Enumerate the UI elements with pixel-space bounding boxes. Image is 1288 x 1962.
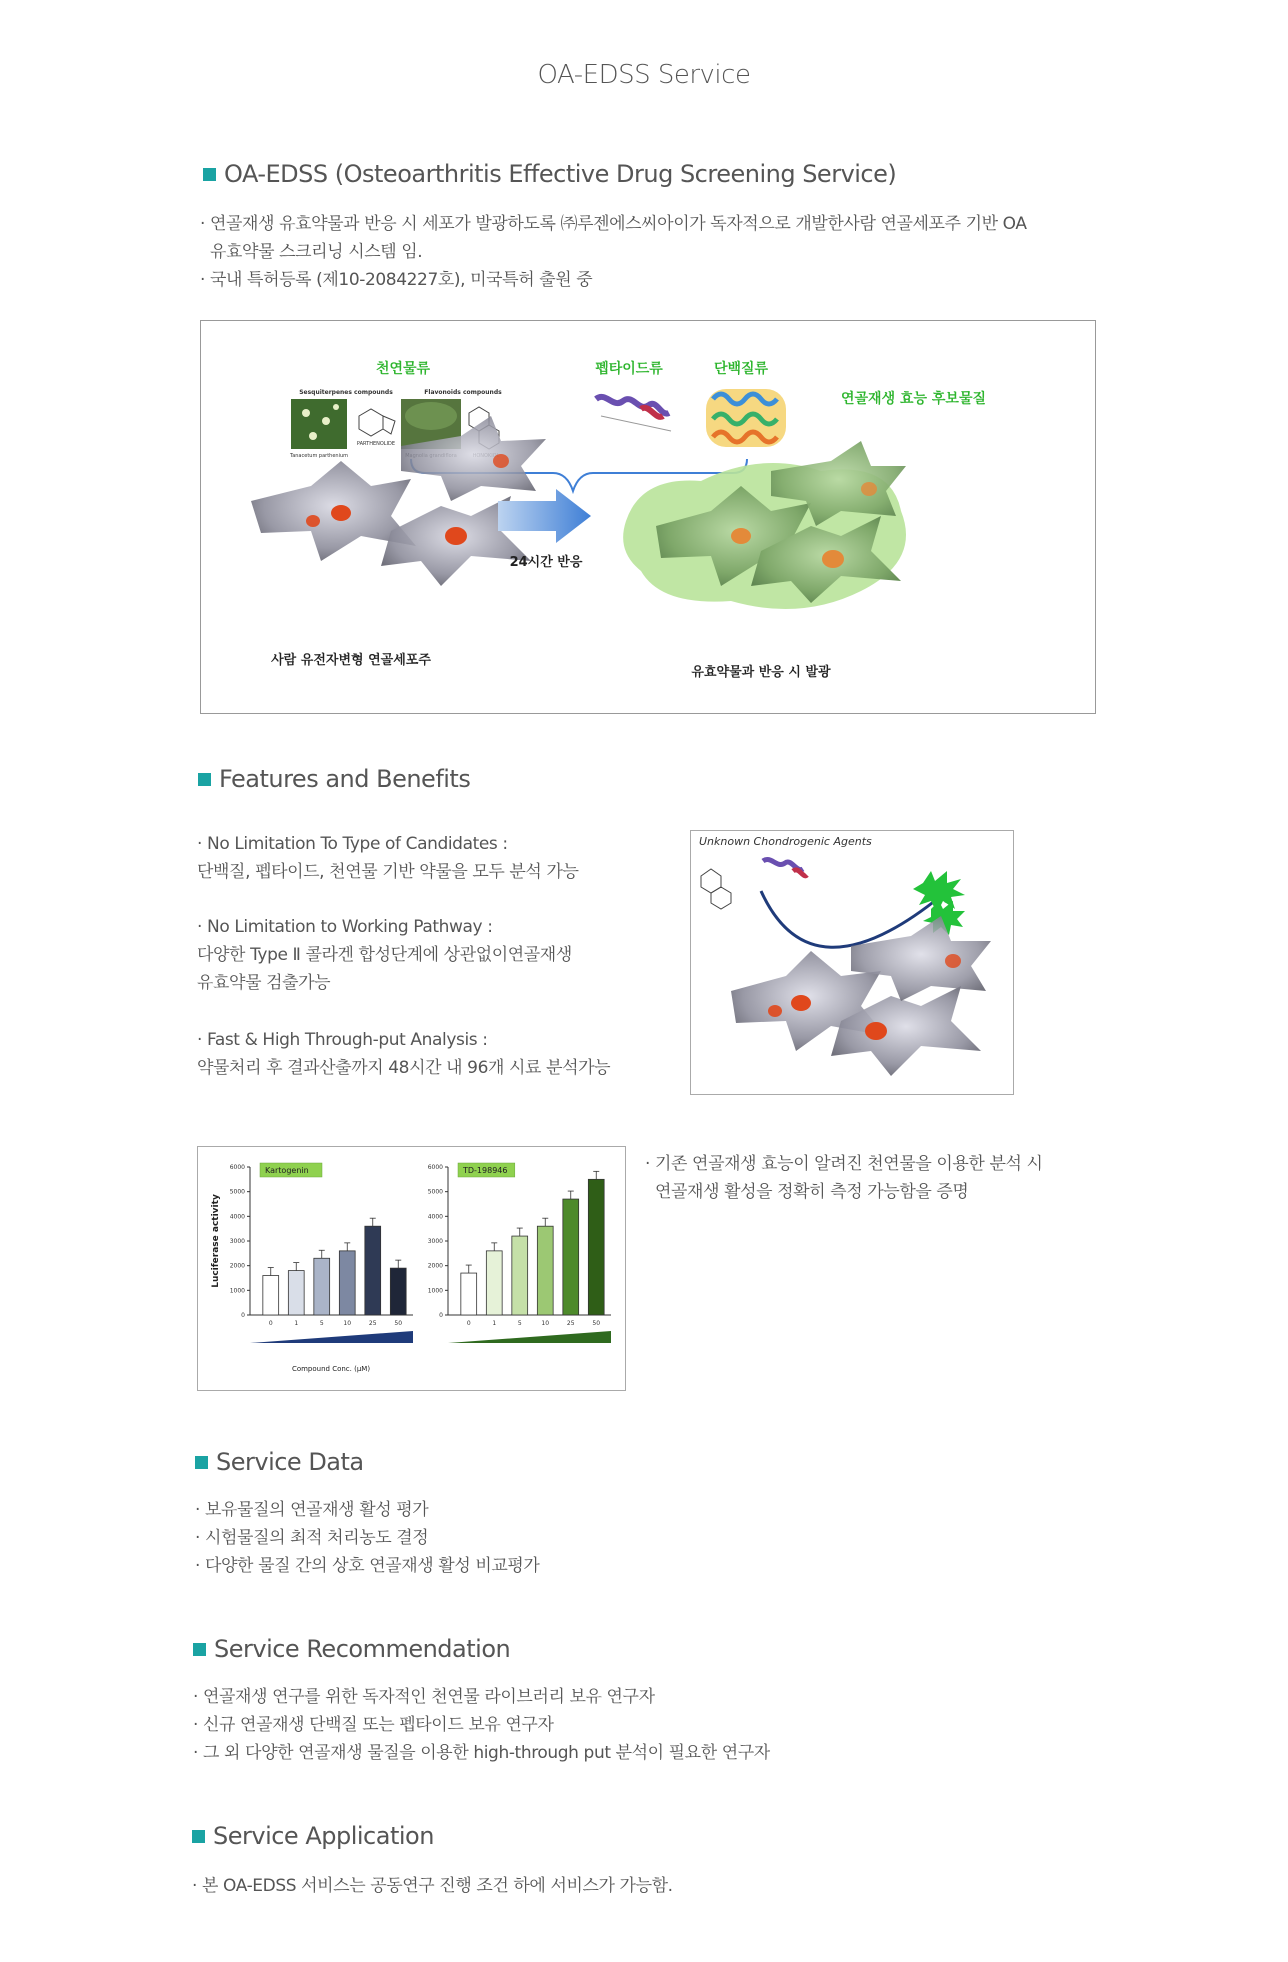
peptide-helix-icon [596,397,671,431]
y-axis-label: Luciferase activity [211,1194,221,1288]
y-tick-label: 2000 [229,1262,245,1270]
section-square-icon [195,1456,208,1469]
x-tick-label: 50 [592,1320,601,1327]
feature-item [197,1026,610,1082]
y-tick-label: 5000 [427,1188,443,1196]
bar [365,1226,381,1315]
application-heading-text: Service Application [213,1822,434,1850]
parthenolide-label: PARTHENOLIDE [356,441,396,447]
x-tick-label: 5 [319,1320,324,1327]
service-data-bullet: · 다양한 물질 간의 상호 연골재생 활성 비교평가 [195,1556,540,1576]
feature-title: · No Limitation To Type of Candidates : [197,834,508,854]
service-data-bullet: · 시험물질의 최적 처리농도 결정 [195,1528,429,1548]
features-heading [198,765,470,793]
bar [588,1179,604,1315]
flavo-label: Flavonoids compounds [424,389,502,396]
bar [288,1271,304,1315]
y-tick-label: 1000 [229,1287,245,1295]
y-tick-label: 6000 [229,1164,245,1171]
service-data-bullet: · 보유물질의 연골재생 활성 평가 [195,1500,429,1520]
intro-bullets [200,210,1027,294]
x-tick-label: 25 [368,1320,377,1327]
sesqui-label: Sesquiterpenes compounds [299,389,393,396]
recommendation-heading-text: Service Recommendation [214,1635,511,1663]
features-heading-text: Features and Benefits [219,765,471,793]
concentration-ramp [250,1331,413,1343]
section-square-icon [192,1830,205,1843]
service-data-bullets [195,1496,539,1580]
bar [563,1199,579,1315]
y-tick-label: 3000 [229,1238,245,1245]
chart-note-line: 연골재생 활성을 정확히 측정 가능함을 증명 [645,1182,969,1202]
recommendation-bullets [193,1683,770,1767]
y-tick-label: 0 [241,1312,245,1319]
y-tick-label: 3000 [427,1238,443,1245]
recommendation-bullet: · 그 외 다양한 연골재생 물질을 이용한 high-through put 분석이 필요한 연구자 [193,1743,770,1763]
x-tick-label: 1 [294,1320,299,1327]
reaction-arrow-icon [498,489,591,543]
tanacetum-label: Tanacetum parthenium [289,453,349,459]
molecule-icon [701,869,731,909]
y-tick-label: 2000 [427,1262,443,1270]
page-title: OA-EDSS Service [537,60,751,90]
bar [512,1236,528,1315]
intro-bullet: 유효약물 스크리닝 시스템 임. [200,242,423,262]
bar [263,1276,279,1315]
bar [339,1251,355,1315]
chart-title: Kartogenin [265,1166,309,1175]
candidate-label: 연골재생 효능 후보물질 [841,391,986,407]
recommendation-heading [193,1635,510,1663]
feature-desc: 단백질, 펩타이드, 천연물 기반 약물을 모두 분석 가능 [197,862,579,882]
bar [486,1251,502,1315]
glowing-cells-right [623,441,906,609]
feature-title: · Fast & High Through-put Analysis : [197,1030,488,1050]
agents-diagram-svg [691,831,1013,1094]
feature-item [197,830,579,886]
feature-item [197,913,572,997]
x-tick-label: 10 [541,1320,550,1327]
chondrocyte-cells [731,916,991,1076]
intro-heading-text: OA-EDSS (Osteoarthritis Effective Drug Screening Service) [224,160,897,188]
application-bullet: · 본 OA-EDSS 서비스는 공동연구 진행 조건 하에 서비스가 가능함. [192,1876,673,1896]
x-tick-label: 0 [268,1320,273,1327]
x-axis-label: Compound Conc. (μM) [291,1365,371,1373]
y-tick-label: 4000 [427,1213,443,1221]
protein-ribbon-icon [706,389,786,447]
intro-bullet: · 연골재생 유효약물과 반응 시 세포가 발광하도록 ㈜루젠에스씨아이가 독자적으로 개발한사람 연골세포주 기반 OA [200,214,1027,234]
y-tick-label: 6000 [427,1164,443,1171]
concentration-ramp [448,1331,611,1343]
cells-label: 사람 유전자변형 연골세포주 [271,653,431,668]
glow-label: 유효약물과 반응 시 발광 [691,665,831,680]
section-square-icon [203,168,216,181]
feature-desc: 다양한 Type Ⅱ 콜라겐 합성단계에 상관없이연골재생 [197,945,572,965]
intro-bullet: · 국내 특허등록 (제10-2084227호), 미국특허 출원 중 [200,270,593,290]
protein-label: 단백질류 [713,361,769,377]
chart-title: TD-198946 [463,1166,508,1175]
bar [390,1268,406,1315]
application-heading [192,1822,434,1850]
section-square-icon [198,773,211,786]
chart-note-line: · 기존 연골재생 효능이 알려진 천연물을 이용한 분석 시 [645,1154,1043,1174]
bar [461,1273,477,1315]
parthenolide-molecule-icon [359,409,395,436]
x-tick-label: 25 [566,1320,575,1327]
natural-label: 천연물류 [375,361,431,377]
feature-desc: 유효약물 검출가능 [197,973,331,993]
agents-label: Unknown Chondrogenic Agents [699,835,872,848]
x-tick-label: 10 [343,1320,352,1327]
recommendation-bullet: · 신규 연골재생 단백질 또는 펩타이드 보유 연구자 [193,1715,554,1735]
x-tick-label: 0 [466,1320,471,1327]
reaction-label: 24시간 반응 [509,555,583,570]
feature-desc: 약물처리 후 결과산출까지 48시간 내 96개 시료 분석가능 [197,1058,611,1078]
y-tick-label: 4000 [229,1213,245,1221]
x-tick-label: 5 [517,1320,522,1327]
application-bullets [192,1872,673,1900]
chart-note [645,1150,1043,1206]
recommendation-bullet: · 연골재생 연구를 위한 독자적인 천연물 라이브러리 보유 연구자 [193,1687,655,1707]
mechanism-diagram [200,320,1096,714]
intro-heading [203,160,896,188]
peptide-label: 펩타이드류 [595,361,663,377]
y-tick-label: 1000 [427,1287,443,1295]
agents-diagram [690,830,1014,1095]
x-tick-label: 50 [394,1320,403,1327]
luciferase-chart [197,1146,626,1391]
x-tick-label: 1 [492,1320,497,1327]
luciferase-chart-svg [198,1147,625,1390]
service-data-heading-text: Service Data [216,1448,364,1476]
feature-title: · No Limitation to Working Pathway : [197,917,493,937]
mechanism-diagram-svg [201,321,1095,713]
y-tick-label: 0 [439,1312,443,1319]
section-square-icon [193,1643,206,1656]
bar [537,1226,553,1315]
service-data-heading [195,1448,364,1476]
bar [314,1258,330,1315]
y-tick-label: 5000 [229,1188,245,1196]
